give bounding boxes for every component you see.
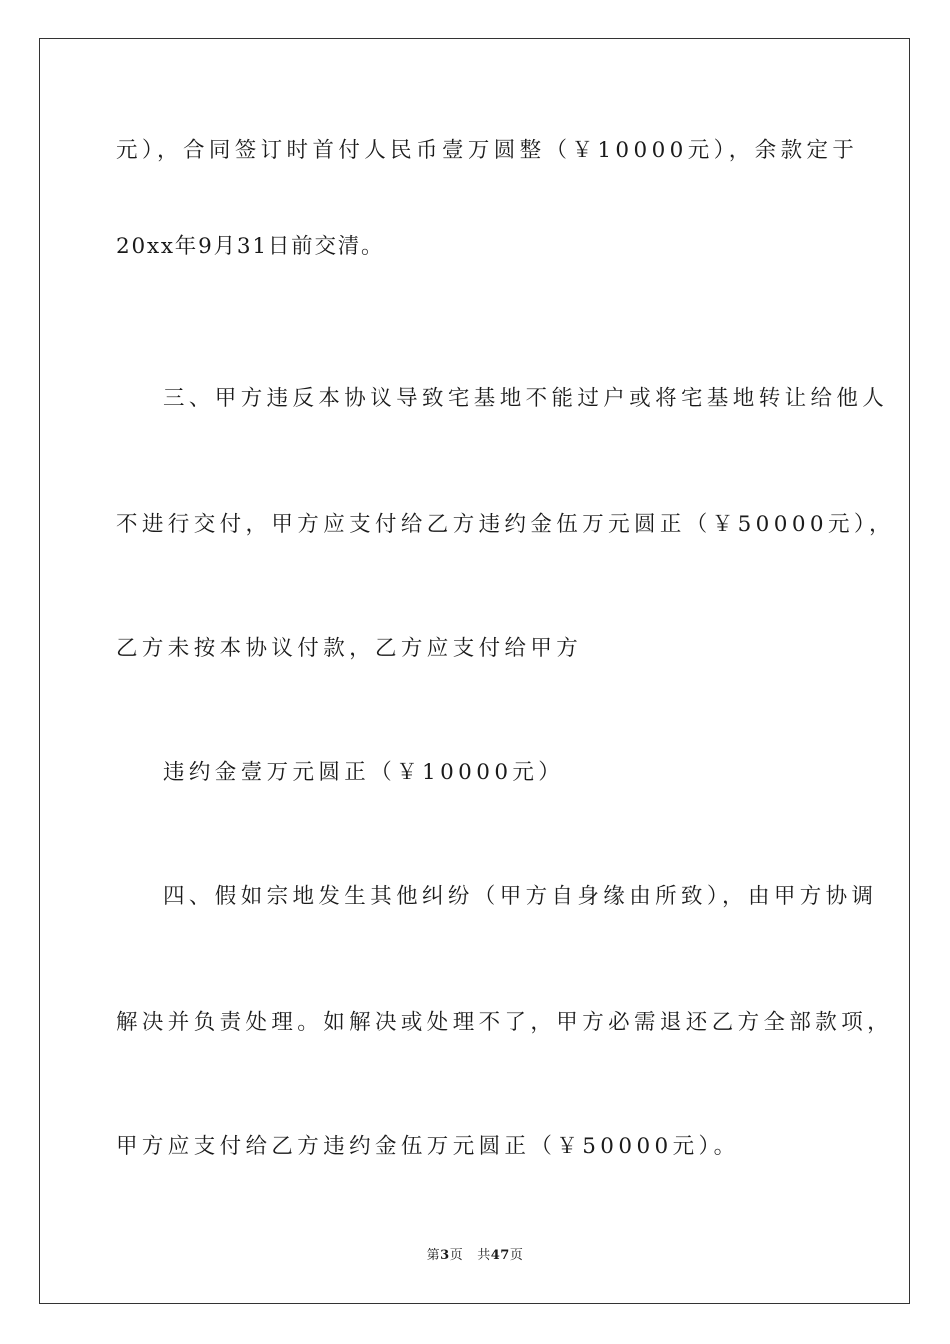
clause-four-line-3: 甲方应支付给乙方违约金伍万元圆正（￥50000元）。: [116, 1134, 740, 1159]
clause-three-line-4: 违约金壹万元圆正（￥10000元）: [163, 760, 565, 785]
clause-three-line-1: 三、甲方违反本协议导致宅基地不能过户或将宅基地转让给他人: [163, 386, 889, 411]
clause-three-line-3: 乙方未按本协议付款，乙方应支付给甲方: [116, 636, 583, 661]
page-suffix: 页: [449, 1248, 464, 1263]
page-prefix: 第: [426, 1248, 441, 1263]
page-number: 3: [440, 1248, 450, 1263]
page-border: [39, 38, 910, 1304]
body-line-2: 20xx年9月31日前交清。: [116, 234, 385, 259]
clause-four-line-2: 解决并负责处理。如解决或处理不了，甲方必需退还乙方全部款项，: [116, 1010, 894, 1035]
total-suffix: 页: [509, 1248, 524, 1263]
page-footer: [0, 1247, 950, 1265]
body-line-1: 元），合同签订时首付人民币壹万圆整（￥10000元），余款定于: [116, 138, 859, 163]
total-pages: 47: [490, 1248, 510, 1263]
clause-three-line-2: 不进行交付，甲方应支付给乙方违约金伍万元圆正（￥50000元），: [116, 512, 895, 537]
clause-four-line-1: 四、假如宗地发生其他纠纷（甲方自身缘由所致），由甲方协调: [163, 884, 878, 909]
total-prefix: 共: [477, 1248, 491, 1263]
